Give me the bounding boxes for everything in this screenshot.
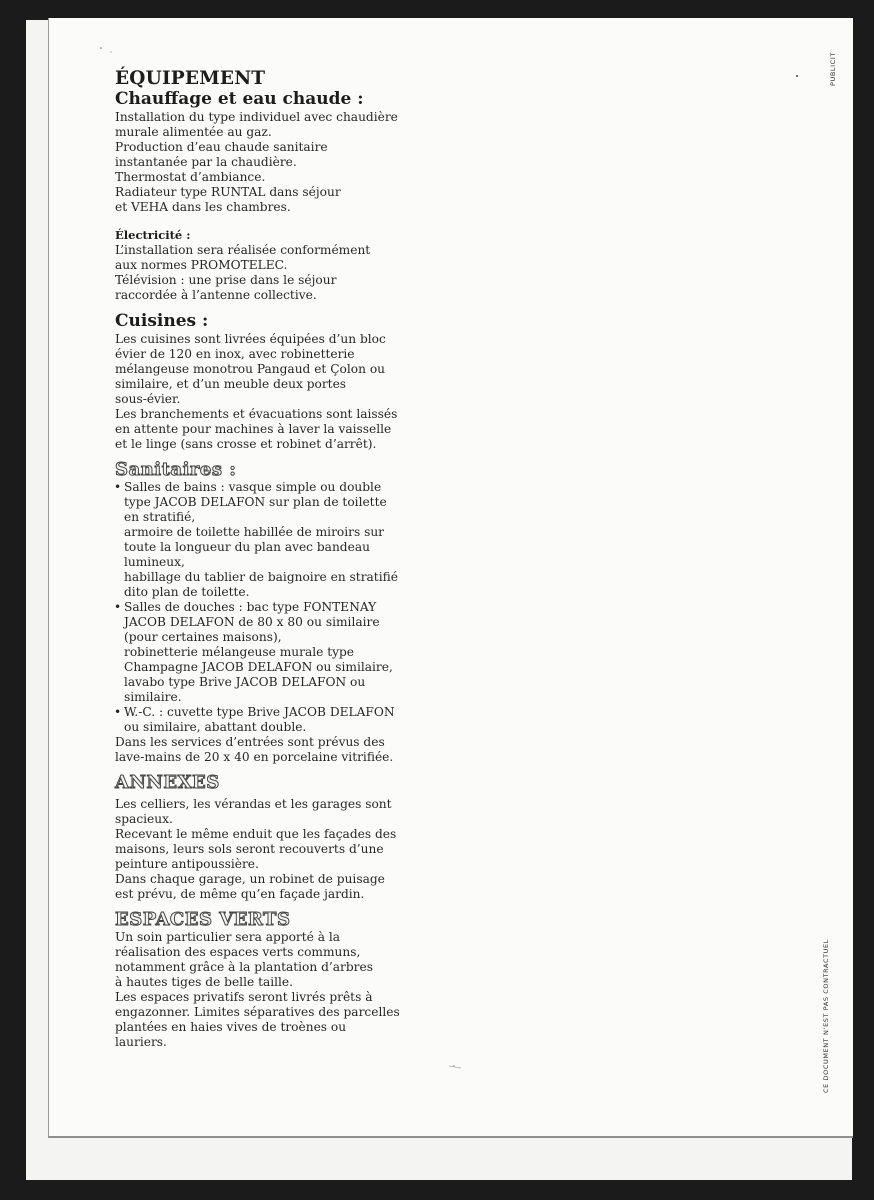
chauffage-heading: Chauffage et eau chaude :: [115, 89, 364, 109]
equipement-title: ÉQUIPEMENT: [115, 68, 266, 89]
cuisines-heading: Cuisines :: [115, 311, 209, 331]
sanitaires-wc-text: W.-C. : cuvette type Brive JACOB DELAFON ou similaire, abattant double.: [124, 705, 395, 734]
sanitaires-bullet-wc: [115, 705, 475, 735]
bullet-dot: •: [114, 480, 122, 494]
espaces-verts-text: Un soin particulier sera apporté à la réalisation des espaces verts communs, notamment grâce à la plantation d’arbres à hautes tiges de belle taille. Les espaces privatifs seront livrés prêts à engazonner. Limites séparatives des parcelles plantées en haies vives de troènes ou lauriers.: [115, 930, 400, 1049]
sanitaires-bains-text: Salles de bains : vasque simple ou double type JACOB DELAFON sur plan de toilette en stratifié, armoire de toilette habillée de miroirs sur toute la longueur du plan avec bandeau lumineux, habillage du tablier de baignoire en stratifié dito plan de toilette.: [124, 480, 398, 599]
bullet-dot: •: [114, 705, 122, 719]
electricite-heading: Électricité :: [115, 228, 191, 242]
publicite-label: PUBLICIT: [829, 52, 837, 86]
bullet-dot: •: [114, 600, 122, 614]
sanitaires-closing-text: Dans les services d’entrées sont prévus des lave-mains de 20 x 40 en porcelaine vitrifiée.: [115, 735, 394, 764]
sanitaires-bullet-douches: [115, 600, 475, 705]
document-page: [48, 18, 853, 1138]
sanitaires-bullet-bains: [115, 480, 475, 600]
espaces-verts-heading: ESPACES VERTS: [115, 909, 291, 930]
disclaimer-label: CE DOCUMENT N’EST PAS CONTRACTUEL: [822, 939, 830, 1093]
document-body: [115, 68, 475, 1050]
electricite-text: L’installation sera réalisée conformément aux normes PROMOTELEC. Télévision : une prise dans le séjour raccordée à l’antenne collective.: [115, 243, 371, 302]
sanitaires-heading: Sanitaires :: [115, 459, 237, 480]
annexes-heading: ANNEXES: [115, 772, 220, 793]
cuisines-text: Les cuisines sont livrées équipées d’un bloc évier de 120 en inox, avec robinetterie mélangeuse monotrou Pangaud et Çolon ou similaire, et d’un meuble deux portes sous-évier. Les branchements et évacuations sont laissés en attente pour machines à laver la vaisselle et le linge (sans crosse et robinet d’arrêt).: [115, 332, 398, 451]
chauffage-text: Installation du type individuel avec chaudière murale alimentée au gaz. Production d’eau chaude sanitaire instantanée par la chaudière. Thermostat d’ambiance. Radiateur type RUNTAL dans séjour et VEHA dans les chambres.: [115, 110, 398, 214]
annexes-text: Les celliers, les vérandas et les garages sont spacieux. Recevant le même enduit que les façades des maisons, leurs sols seront recouverts d’une peinture antipoussière. Dans chaque garage, un robinet de puisage est prévu, de même qu’en façade jardin.: [115, 797, 397, 901]
sanitaires-douches-text: Salles de douches : bac type FONTENAY JACOB DELAFON de 80 x 80 ou similaire (pour certaines maisons), robinetterie mélangeuse murale type Champagne JACOB DELAFON ou similaire, lavabo type Brive JACOB DELAFON ou similaire.: [124, 600, 393, 704]
